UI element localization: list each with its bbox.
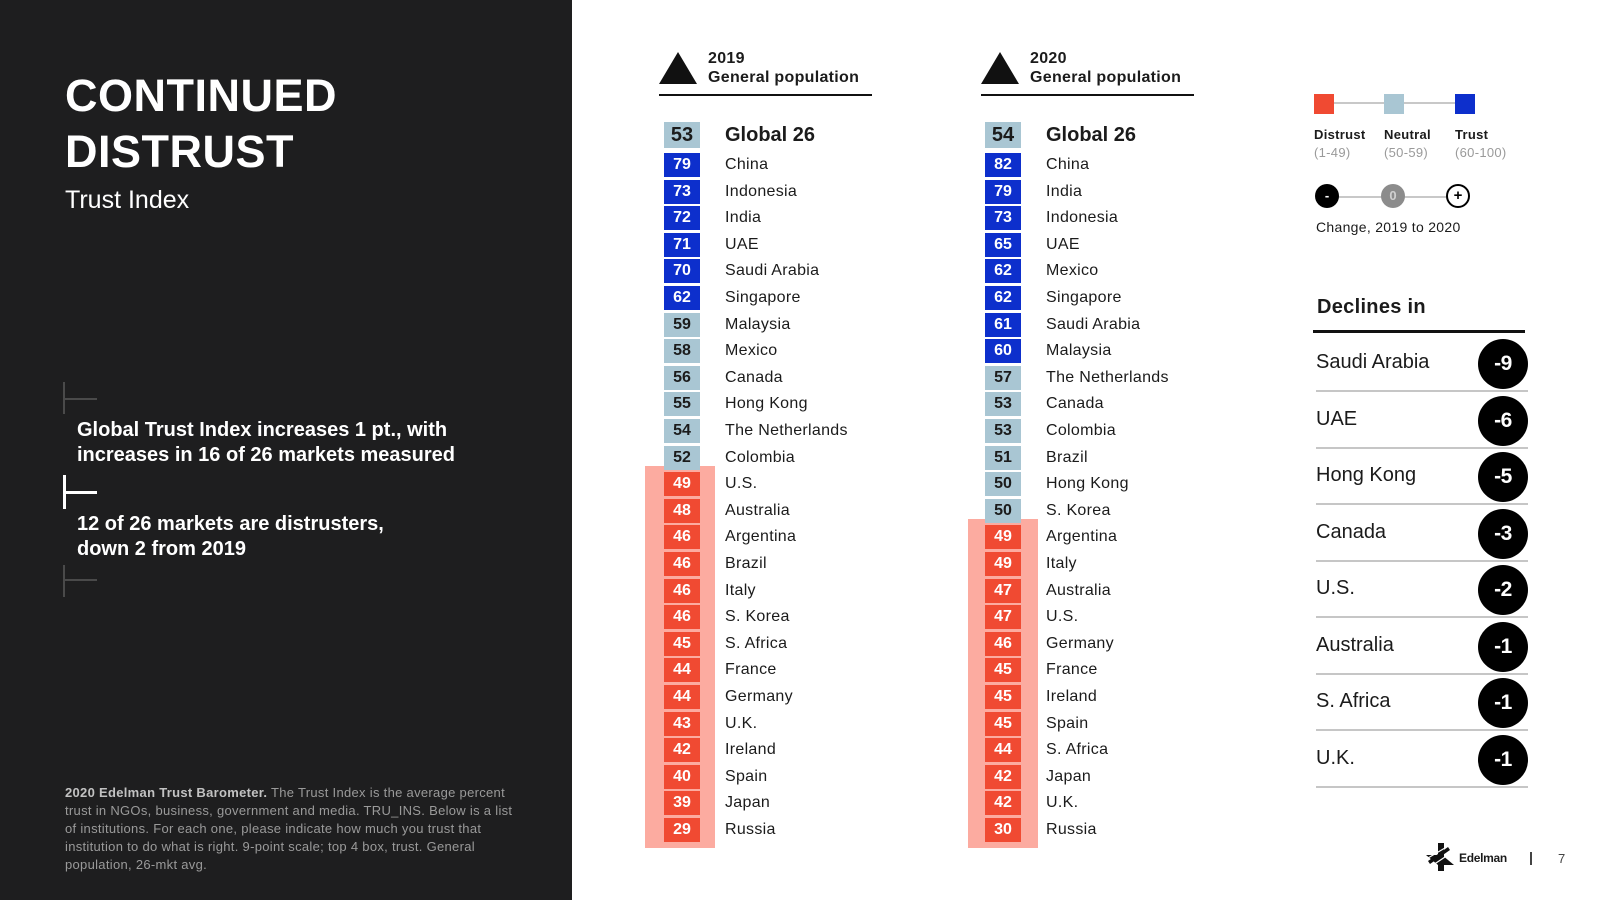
trust-value-badge: 29 bbox=[664, 818, 700, 842]
bracket-top-horizontal bbox=[63, 398, 97, 400]
trust-value-badge: 44 bbox=[664, 685, 700, 709]
footnote-text: The Trust Index is the average percent trust in NGOs, business, government and media. TRU_INS. Below is a list of institutions. For each one, please indicate how much you trust that institution to do what is right. 9-point scale; top 4 box, trust. General population, 26-mkt avg. bbox=[65, 785, 513, 872]
legend-label-neutral: Neutral bbox=[1384, 127, 1431, 142]
market-name: Germany bbox=[1046, 634, 1114, 652]
legend-range-distrust: (1-49) bbox=[1314, 145, 1351, 160]
trust-value-badge: 49 bbox=[664, 472, 700, 496]
trust-value-badge: 40 bbox=[664, 765, 700, 789]
market-name: Spain bbox=[725, 767, 768, 785]
market-name: The Netherlands bbox=[725, 422, 848, 439]
title-line-1: CONTINUED bbox=[65, 70, 337, 121]
trust-value-badge: 71 bbox=[664, 233, 700, 257]
edelman-logo-icon bbox=[1424, 841, 1458, 873]
decline-change-badge: -6 bbox=[1478, 396, 1528, 446]
market-name: Brazil bbox=[1046, 448, 1088, 466]
market-name: Colombia bbox=[1046, 422, 1116, 439]
market-name: Italy bbox=[725, 581, 756, 599]
market-name: S. Africa bbox=[1046, 741, 1109, 759]
column-header-2019 bbox=[659, 48, 872, 96]
bracket-bottom-vertical bbox=[63, 565, 65, 597]
trust-value-badge: 54 bbox=[664, 419, 700, 443]
declines-title: Declines in bbox=[1317, 296, 1426, 318]
trust-value-badge: 47 bbox=[985, 605, 1021, 629]
decline-row bbox=[1316, 336, 1528, 392]
decline-market: Saudi Arabia bbox=[1316, 351, 1430, 373]
market-name: Global 26 bbox=[1046, 124, 1137, 146]
market-name: Japan bbox=[1046, 767, 1092, 785]
legend-label-distrust: Distrust bbox=[1314, 127, 1366, 142]
trust-value-badge: 53 bbox=[985, 419, 1021, 443]
market-name: Russia bbox=[725, 821, 776, 838]
market-name: U.K. bbox=[725, 714, 758, 732]
market-name: S. Korea bbox=[1046, 501, 1111, 519]
decline-change-badge: -1 bbox=[1478, 678, 1528, 728]
market-name: Spain bbox=[1046, 714, 1089, 732]
market-name: India bbox=[725, 209, 762, 227]
trust-value-badge: 60 bbox=[985, 339, 1021, 363]
column-population: General population bbox=[1030, 69, 1182, 86]
decline-market: Hong Kong bbox=[1316, 464, 1417, 486]
market-name: China bbox=[725, 156, 769, 173]
market-name: S. Korea bbox=[725, 608, 790, 626]
declines-rule bbox=[1313, 330, 1525, 333]
stat-trust-index-increase: Global Trust Index increases 1 pt., with increases in 16 of 26 markets measured bbox=[77, 419, 455, 466]
trust-value-badge: 62 bbox=[985, 259, 1021, 283]
market-name: Italy bbox=[1046, 555, 1077, 572]
trust-value-badge: 61 bbox=[985, 313, 1021, 337]
bracket-mid-horizontal bbox=[63, 491, 97, 494]
legend-label-trust: Trust bbox=[1455, 127, 1489, 142]
page-title bbox=[65, 68, 337, 180]
market-name: Australia bbox=[725, 501, 790, 519]
column-year: 2020 bbox=[1030, 50, 1067, 67]
decline-change-badge: -2 bbox=[1478, 565, 1528, 615]
market-name: Malaysia bbox=[725, 315, 791, 333]
market-name: Ireland bbox=[1046, 688, 1098, 705]
market-name: U.K. bbox=[1046, 794, 1079, 812]
decline-change-badge: -9 bbox=[1478, 339, 1528, 389]
column-header-2020 bbox=[981, 48, 1194, 96]
change-label: Change, 2019 to 2020 bbox=[1316, 219, 1461, 235]
brand-name: Edelman bbox=[1459, 851, 1507, 865]
decline-row bbox=[1316, 449, 1528, 505]
market-name: UAE bbox=[1046, 235, 1080, 253]
market-name: Russia bbox=[1046, 821, 1097, 838]
trust-value-badge: 45 bbox=[664, 632, 700, 656]
trust-value-badge: 46 bbox=[664, 552, 700, 576]
decline-market: UAE bbox=[1316, 407, 1358, 430]
trust-value-badge: 79 bbox=[985, 180, 1021, 204]
market-name: Indonesia bbox=[1046, 209, 1119, 227]
market-name: Hong Kong bbox=[1046, 475, 1129, 493]
trust-value-badge: 70 bbox=[664, 259, 700, 283]
market-name: Canada bbox=[1046, 395, 1104, 413]
trust-value-badge: 46 bbox=[664, 605, 700, 629]
legend-swatch-distrust bbox=[1314, 94, 1334, 114]
market-name: Malaysia bbox=[1046, 342, 1112, 360]
decline-row bbox=[1316, 619, 1528, 675]
decline-change-badge: -1 bbox=[1478, 622, 1528, 672]
trust-value-badge: 39 bbox=[664, 791, 700, 815]
trust-value-badge: 45 bbox=[985, 712, 1021, 736]
trust-value-badge: 65 bbox=[985, 233, 1021, 257]
market-name: France bbox=[725, 661, 777, 679]
market-name: Australia bbox=[1046, 581, 1111, 599]
pyramid-icon bbox=[659, 52, 697, 84]
trust-value-badge: 62 bbox=[664, 286, 700, 310]
footnote bbox=[65, 784, 525, 874]
decline-change-badge: -3 bbox=[1478, 509, 1528, 559]
legend-range-neutral: (50-59) bbox=[1384, 145, 1429, 160]
page-subtitle: Trust Index bbox=[65, 186, 190, 214]
market-name: Global 26 bbox=[725, 124, 816, 146]
market-name: India bbox=[1046, 182, 1083, 200]
market-name: Colombia bbox=[725, 448, 795, 466]
market-name: Japan bbox=[725, 794, 771, 812]
trust-value-badge: 58 bbox=[664, 339, 700, 363]
market-name: China bbox=[1046, 156, 1090, 173]
trust-value-badge: 42 bbox=[664, 738, 700, 762]
decline-row bbox=[1316, 506, 1528, 562]
decline-change-badge: -5 bbox=[1478, 452, 1528, 502]
bracket-bottom-horizontal bbox=[63, 579, 97, 581]
market-name: U.S. bbox=[725, 475, 758, 493]
market-name: U.S. bbox=[1046, 608, 1079, 626]
decline-row bbox=[1316, 732, 1528, 788]
trust-value-badge: 59 bbox=[664, 313, 700, 337]
trust-value-badge: 30 bbox=[985, 818, 1021, 842]
trust-value-badge: 45 bbox=[985, 658, 1021, 682]
legend-swatch-neutral bbox=[1384, 94, 1404, 114]
column-population: General population bbox=[708, 69, 860, 86]
trust-value-badge: 45 bbox=[985, 685, 1021, 709]
decline-row bbox=[1316, 562, 1528, 618]
market-name: Germany bbox=[725, 688, 793, 705]
decline-market: Canada bbox=[1316, 520, 1387, 543]
no-change-icon: 0 bbox=[1381, 184, 1405, 208]
trust-value-badge: 62 bbox=[985, 286, 1021, 310]
trust-value-badge: 43 bbox=[664, 712, 700, 736]
trust-value-badge: 52 bbox=[664, 446, 700, 470]
market-name: Hong Kong bbox=[725, 395, 808, 413]
market-name: Ireland bbox=[725, 741, 777, 759]
trust-value-badge: 73 bbox=[664, 180, 700, 204]
market-name: Mexico bbox=[1046, 262, 1099, 280]
decrease-icon: - bbox=[1315, 184, 1339, 208]
market-name: Indonesia bbox=[725, 182, 798, 200]
title-line-2: DISTRUST bbox=[65, 126, 294, 177]
trust-value-badge: 48 bbox=[664, 499, 700, 523]
decline-market: Australia bbox=[1316, 633, 1394, 656]
trust-value-badge: 73 bbox=[985, 206, 1021, 230]
market-name: Argentina bbox=[1046, 528, 1118, 546]
market-name: Singapore bbox=[725, 289, 801, 306]
decline-market: S. Africa bbox=[1316, 690, 1391, 712]
stat-distrusters: 12 of 26 markets are distrusters, down 2 from 2019 bbox=[77, 513, 384, 560]
increase-icon: + bbox=[1446, 184, 1470, 208]
trust-value-badge: 53 bbox=[664, 122, 700, 148]
left-panel bbox=[0, 0, 572, 900]
market-name: Singapore bbox=[1046, 289, 1122, 306]
column-year: 2019 bbox=[708, 50, 745, 67]
market-name: Argentina bbox=[725, 528, 797, 546]
trust-value-badge: 72 bbox=[664, 206, 700, 230]
market-name: S. Africa bbox=[725, 634, 788, 652]
trust-value-badge: 51 bbox=[985, 446, 1021, 470]
market-name: UAE bbox=[725, 235, 759, 253]
trust-value-badge: 47 bbox=[985, 579, 1021, 603]
pyramid-icon bbox=[981, 52, 1019, 84]
market-name: France bbox=[1046, 661, 1098, 679]
trust-value-badge: 57 bbox=[985, 366, 1021, 390]
trust-value-badge: 42 bbox=[985, 791, 1021, 815]
trust-value-badge: 56 bbox=[664, 366, 700, 390]
trust-value-badge: 79 bbox=[664, 153, 700, 177]
legend-range-trust: (60-100) bbox=[1455, 145, 1507, 160]
decline-market: U.K. bbox=[1316, 746, 1355, 769]
trust-value-badge: 50 bbox=[985, 499, 1021, 523]
trust-value-badge: 50 bbox=[985, 472, 1021, 496]
trust-value-badge: 46 bbox=[664, 525, 700, 549]
page-number: 7 bbox=[1558, 851, 1566, 866]
market-name: The Netherlands bbox=[1046, 368, 1169, 386]
market-name: Saudi Arabia bbox=[725, 262, 820, 280]
decline-row bbox=[1316, 675, 1528, 731]
brand-separator bbox=[1530, 852, 1532, 865]
trust-value-badge: 49 bbox=[985, 525, 1021, 549]
footnote-source: 2020 Edelman Trust Barometer. bbox=[65, 785, 268, 800]
market-name: Canada bbox=[725, 368, 783, 386]
trust-value-badge: 46 bbox=[664, 579, 700, 603]
trust-value-badge: 49 bbox=[985, 552, 1021, 576]
trust-value-badge: 44 bbox=[664, 658, 700, 682]
decline-change-badge: -1 bbox=[1478, 735, 1528, 785]
trust-value-badge: 54 bbox=[985, 122, 1021, 148]
trust-value-badge: 53 bbox=[985, 392, 1021, 416]
decline-market: U.S. bbox=[1316, 577, 1355, 599]
trust-value-badge: 42 bbox=[985, 765, 1021, 789]
market-name: Saudi Arabia bbox=[1046, 315, 1141, 333]
legend-swatch-trust bbox=[1455, 94, 1475, 114]
trust-value-badge: 55 bbox=[664, 392, 700, 416]
trust-value-badge: 44 bbox=[985, 738, 1021, 762]
trust-value-badge: 46 bbox=[985, 632, 1021, 656]
trust-value-badge: 82 bbox=[985, 153, 1021, 177]
decline-row bbox=[1316, 393, 1528, 449]
market-name: Mexico bbox=[725, 342, 778, 360]
market-name: Brazil bbox=[725, 555, 767, 572]
